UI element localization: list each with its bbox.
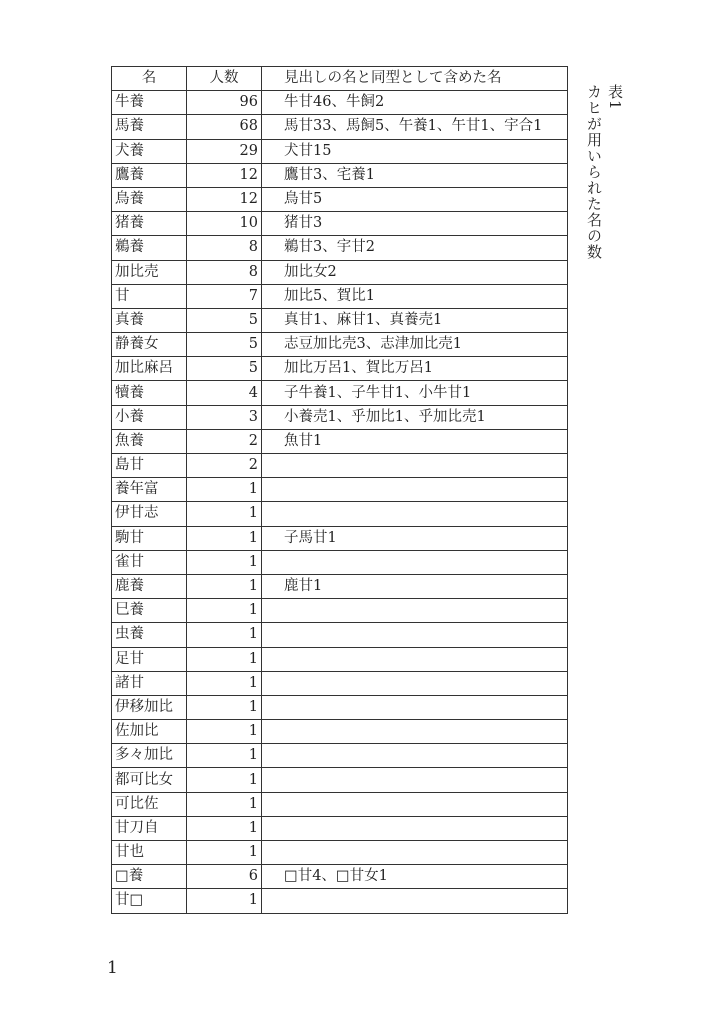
cell-variants: 馬甘33、馬飼5、午養1、午甘1、宇合1 (262, 115, 568, 139)
table-row (112, 139, 568, 163)
table-row (112, 599, 568, 623)
cell-name: 静養女 (112, 333, 187, 357)
cell-count: 1 (187, 889, 262, 913)
cell-name: 小養 (112, 405, 187, 429)
cell-name: 犬養 (112, 139, 187, 163)
cell-variants: 猪甘3 (262, 212, 568, 236)
table-row (112, 478, 568, 502)
header-variants: 見出しの名と同型として含めた名 (262, 67, 568, 91)
cell-count: 1 (187, 623, 262, 647)
cell-count: 1 (187, 720, 262, 744)
cell-count: 2 (187, 454, 262, 478)
cell-count: 3 (187, 405, 262, 429)
cell-name: 魚養 (112, 429, 187, 453)
cell-count: 1 (187, 550, 262, 574)
cell-count: 10 (187, 212, 262, 236)
cell-count: 29 (187, 139, 262, 163)
table-row (112, 429, 568, 453)
cell-count: 1 (187, 768, 262, 792)
cell-count: 1 (187, 478, 262, 502)
cell-count: 68 (187, 115, 262, 139)
table-body (112, 91, 568, 913)
cell-variants: 子牛養1、子牛甘1、小牛甘1 (262, 381, 568, 405)
cell-name: 牛養 (112, 91, 187, 115)
cell-count: 6 (187, 865, 262, 889)
cell-variants: 鳥甘5 (262, 187, 568, 211)
cell-variants (262, 695, 568, 719)
cell-variants (262, 816, 568, 840)
cell-count: 1 (187, 695, 262, 719)
table-row (112, 260, 568, 284)
cell-variants: □甘4、□甘女1 (262, 865, 568, 889)
cell-name: 真養 (112, 308, 187, 332)
table-row (112, 550, 568, 574)
cell-name: 可比佐 (112, 792, 187, 816)
cell-name: 養年富 (112, 478, 187, 502)
caption-title: カヒが用いられた名の数 (585, 84, 603, 260)
cell-name: 島甘 (112, 454, 187, 478)
cell-name: □養 (112, 865, 187, 889)
cell-name: 伊移加比 (112, 695, 187, 719)
cell-variants (262, 792, 568, 816)
cell-variants: 子馬甘1 (262, 526, 568, 550)
cell-count: 1 (187, 744, 262, 768)
cell-name: 加比麻呂 (112, 357, 187, 381)
cell-count: 5 (187, 357, 262, 381)
table-row (112, 768, 568, 792)
cell-variants (262, 550, 568, 574)
cell-count: 4 (187, 381, 262, 405)
table-row (112, 671, 568, 695)
cell-count: 8 (187, 236, 262, 260)
cell-variants: 鹿甘1 (262, 574, 568, 598)
cell-name: 鷹養 (112, 163, 187, 187)
cell-name: 鹿養 (112, 574, 187, 598)
cell-count: 8 (187, 260, 262, 284)
cell-name: 甘 (112, 284, 187, 308)
cell-name: 諸甘 (112, 671, 187, 695)
cell-variants (262, 671, 568, 695)
cell-name: 伊甘志 (112, 502, 187, 526)
table-row (112, 381, 568, 405)
table-row (112, 889, 568, 913)
cell-count: 1 (187, 574, 262, 598)
table-row (112, 526, 568, 550)
cell-variants: 鷹甘3、宅養1 (262, 163, 568, 187)
cell-count: 1 (187, 816, 262, 840)
cell-name: 巳養 (112, 599, 187, 623)
table-row (112, 333, 568, 357)
table-row (112, 841, 568, 865)
header-name: 名 (112, 67, 187, 91)
cell-name: 甘□ (112, 889, 187, 913)
cell-name: 猪養 (112, 212, 187, 236)
cell-variants: 小養売1、乎加比1、乎加比売1 (262, 405, 568, 429)
cell-count: 1 (187, 792, 262, 816)
cell-count: 2 (187, 429, 262, 453)
cell-count: 1 (187, 599, 262, 623)
table-row (112, 91, 568, 115)
table-row (112, 720, 568, 744)
cell-variants (262, 768, 568, 792)
table-row (112, 405, 568, 429)
table-row (112, 574, 568, 598)
names-table (111, 66, 568, 914)
cell-count: 1 (187, 647, 262, 671)
table-row (112, 115, 568, 139)
caption-label: 表1 (606, 84, 624, 111)
table-row (112, 744, 568, 768)
cell-variants (262, 720, 568, 744)
cell-variants (262, 502, 568, 526)
cell-variants: 真甘1、麻甘1、真養売1 (262, 308, 568, 332)
table-row (112, 212, 568, 236)
cell-variants: 鵜甘3、宇甘2 (262, 236, 568, 260)
table-row (112, 284, 568, 308)
cell-variants (262, 647, 568, 671)
cell-count: 1 (187, 671, 262, 695)
cell-count: 12 (187, 163, 262, 187)
cell-name: 鳥養 (112, 187, 187, 211)
cell-count: 1 (187, 526, 262, 550)
cell-name: 加比売 (112, 260, 187, 284)
cell-variants: 志豆加比売3、志津加比売1 (262, 333, 568, 357)
cell-variants: 加比万呂1、賀比万呂1 (262, 357, 568, 381)
cell-name: 甘刀自 (112, 816, 187, 840)
cell-count: 5 (187, 333, 262, 357)
table-caption (584, 84, 626, 260)
cell-variants (262, 744, 568, 768)
table-row (112, 454, 568, 478)
cell-name: 雀甘 (112, 550, 187, 574)
table-row (112, 647, 568, 671)
cell-count: 12 (187, 187, 262, 211)
table-row (112, 695, 568, 719)
header-count: 人数 (187, 67, 262, 91)
cell-name: 馬養 (112, 115, 187, 139)
table-row (112, 792, 568, 816)
cell-name: 犢養 (112, 381, 187, 405)
cell-variants: 牛甘46、牛飼2 (262, 91, 568, 115)
cell-variants (262, 841, 568, 865)
cell-name: 鵜養 (112, 236, 187, 260)
cell-variants (262, 889, 568, 913)
page-number: 1 (107, 958, 118, 978)
cell-variants (262, 478, 568, 502)
cell-name: 虫養 (112, 623, 187, 647)
cell-variants: 加比女2 (262, 260, 568, 284)
cell-name: 足甘 (112, 647, 187, 671)
table-row (112, 308, 568, 332)
table-row (112, 816, 568, 840)
table-row (112, 865, 568, 889)
cell-count: 7 (187, 284, 262, 308)
table-row (112, 163, 568, 187)
cell-variants: 魚甘1 (262, 429, 568, 453)
table-row (112, 623, 568, 647)
cell-variants (262, 454, 568, 478)
table-row (112, 187, 568, 211)
cell-count: 1 (187, 841, 262, 865)
cell-name: 駒甘 (112, 526, 187, 550)
table-row (112, 357, 568, 381)
cell-count: 1 (187, 502, 262, 526)
cell-variants: 加比5、賀比1 (262, 284, 568, 308)
table-row (112, 236, 568, 260)
cell-name: 佐加比 (112, 720, 187, 744)
cell-name: 多々加比 (112, 744, 187, 768)
cell-count: 96 (187, 91, 262, 115)
cell-variants: 犬甘15 (262, 139, 568, 163)
table-header-row (112, 67, 568, 91)
cell-count: 5 (187, 308, 262, 332)
cell-variants (262, 623, 568, 647)
table-row (112, 502, 568, 526)
cell-name: 甘也 (112, 841, 187, 865)
cell-name: 都可比女 (112, 768, 187, 792)
cell-variants (262, 599, 568, 623)
